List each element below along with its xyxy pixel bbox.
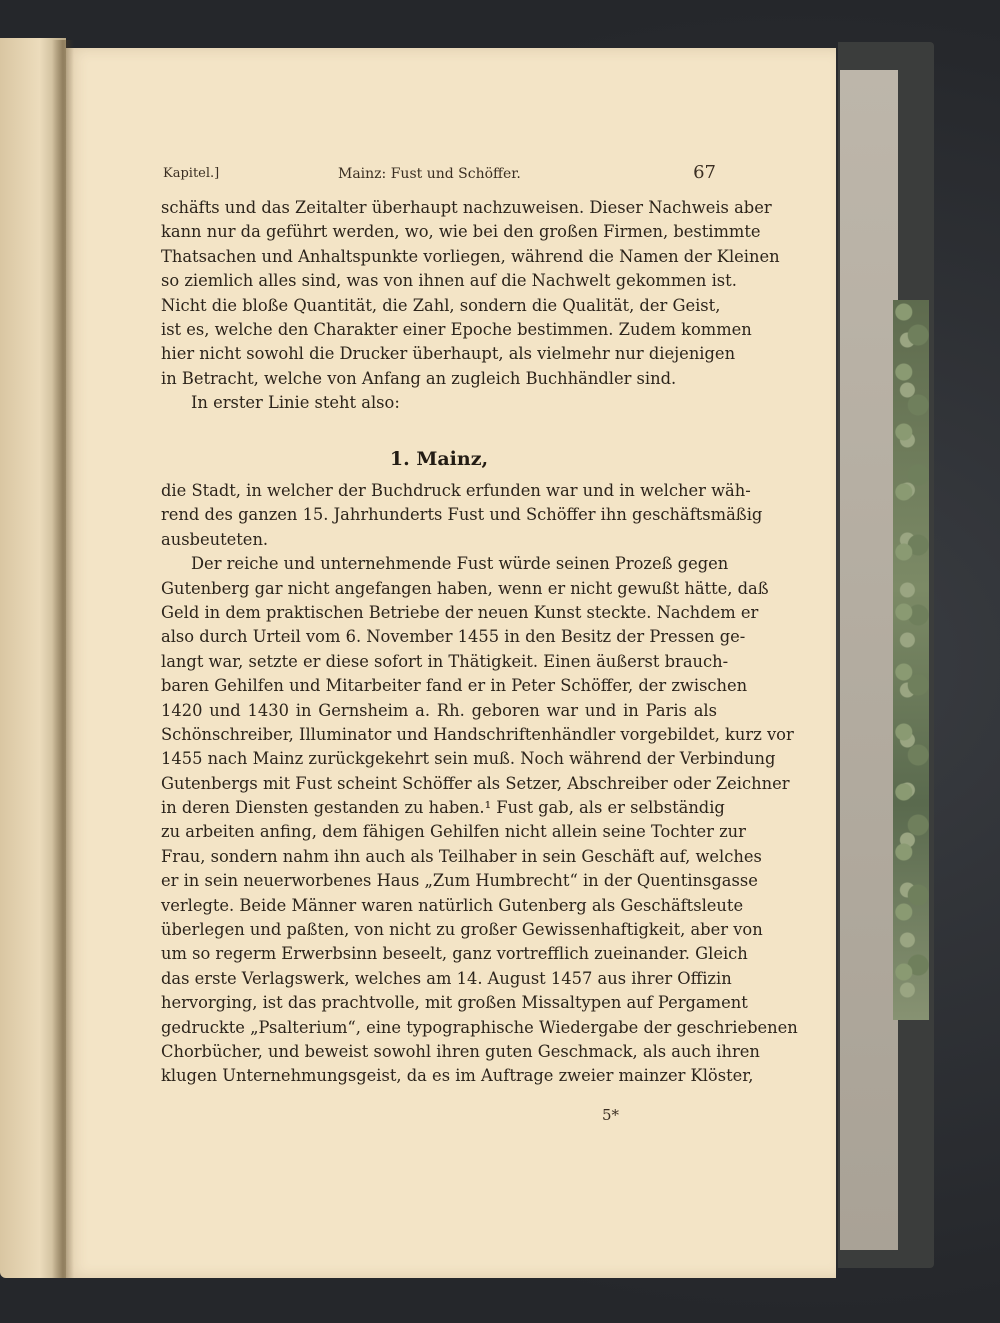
- text-line: Geld in dem praktischen Betriebe der neuen Kunst steckte. Nachdem er: [161, 602, 759, 622]
- text-line: Gutenberg gar nicht angefangen haben, wenn er nicht gewußt hätte, daß: [161, 578, 769, 598]
- text-line: 1455 nach Mainz zurückgekehrt sein muß. Noch während der Verbindung: [161, 749, 776, 769]
- text-line: 1420 und 1430 in Gernsheim a. Rh. geboren war und in Paris als: [161, 700, 717, 720]
- text-line: Thatsachen und Anhaltspunkte vorliegen, während die Namen der Kleinen: [161, 246, 780, 266]
- text-line: überlegen und paßten, von nicht zu großer Gewissenhaftigkeit, aber von: [161, 920, 763, 940]
- paragraph-2: [161, 479, 798, 1089]
- chapter-label: Kapitel.]: [163, 166, 220, 181]
- text-line: gedruckte „Psalterium“, eine typographische Wiedergabe der geschriebenen: [161, 1017, 798, 1037]
- signature-mark: 5*: [602, 1106, 620, 1124]
- paragraph-1: [161, 196, 780, 416]
- marbled-endpaper: [893, 300, 929, 1020]
- lead-line: In erster Linie steht also:: [191, 393, 400, 413]
- page-number: 67: [693, 162, 716, 183]
- text-line: verlegte. Beide Männer waren natürlich Gutenberg als Geschäftsleute: [161, 895, 744, 915]
- text-line: in deren Diensten gestanden zu haben.¹ Fust gab, als er selbständig: [161, 798, 725, 818]
- text-line: kann nur da geführt werden, wo, wie bei den großen Firmen, bestimmte: [161, 222, 761, 242]
- text-line: um so regerm Erwerbsinn beseelt, ganz vortrefflich zueinander. Gleich: [161, 944, 748, 964]
- cover-board: [840, 70, 898, 1250]
- text-line: ist es, welche den Charakter einer Epoche bestimmen. Zudem kommen: [161, 319, 752, 339]
- text-line: rend des ganzen 15. Jahrhunderts Fust und Schöffer ihn geschäftsmäßig: [161, 505, 763, 525]
- text-line: zu arbeiten anfing, dem fähigen Gehilfen nicht allein seine Tochter zur: [161, 822, 746, 842]
- text-line: Schönschreiber, Illuminator und Handschriftenhändler vorgebildet, kurz vor: [161, 724, 794, 744]
- text-line: also durch Urteil vom 6. November 1455 in den Besitz der Pressen ge-: [161, 627, 746, 647]
- text-line: Gutenbergs mit Fust scheint Schöffer als Setzer, Abschreiber oder Zeichner: [161, 773, 790, 793]
- text-line: er in sein neuerworbenes Haus „Zum Humbrecht“ in der Quentinsgasse: [161, 871, 758, 891]
- text-line: klugen Unternehmungsgeist, da es im Auftrage zweier mainzer Klöster,: [161, 1066, 754, 1086]
- text-line: Chorbücher, und beweist sowohl ihren guten Geschmack, als auch ihren: [161, 1041, 760, 1061]
- text-line: ausbeuteten.: [161, 529, 269, 549]
- text-line: Der reiche und unternehmende Fust würde seinen Prozeß gegen: [191, 554, 729, 574]
- text-line: hervorging, ist das prachtvolle, mit großen Missaltypen auf Pergament: [161, 993, 748, 1013]
- text-line: Frau, sondern nahm ihn auch als Teilhaber in sein Geschäft auf, welches: [161, 846, 762, 866]
- text-line: baren Gehilfen und Mitarbeiter fand er in Peter Schöffer, der zwischen: [161, 676, 748, 696]
- text-line: Nicht die bloße Quantität, die Zahl, sondern die Qualität, der Geist,: [161, 295, 721, 315]
- running-header: [163, 160, 716, 190]
- section-heading: 1. Mainz,: [389, 448, 489, 470]
- running-title: Mainz: Fust und Schöffer.: [338, 166, 521, 182]
- text-line: schäfts und das Zeitalter überhaupt nachzuweisen. Dieser Nachweis aber: [161, 198, 772, 217]
- text-line: die Stadt, in welcher der Buchdruck erfunden war und in welcher wäh-: [161, 481, 751, 500]
- text-line: das erste Verlagswerk, welches am 14. August 1457 aus ihrer Offizin: [161, 968, 732, 988]
- text-line: langt war, setzte er diese sofort in Thätigkeit. Einen äußerst brauch-: [161, 651, 729, 671]
- text-line: hier nicht sowohl die Drucker überhaupt, als vielmehr nur diejenigen: [161, 344, 736, 364]
- text-line: in Betracht, welche von Anfang an zugleich Buchhändler sind.: [161, 368, 677, 388]
- spine-shadow: [52, 40, 74, 1278]
- text-line: so ziemlich alles sind, was von ihnen auf die Nachwelt gekommen ist.: [161, 271, 737, 291]
